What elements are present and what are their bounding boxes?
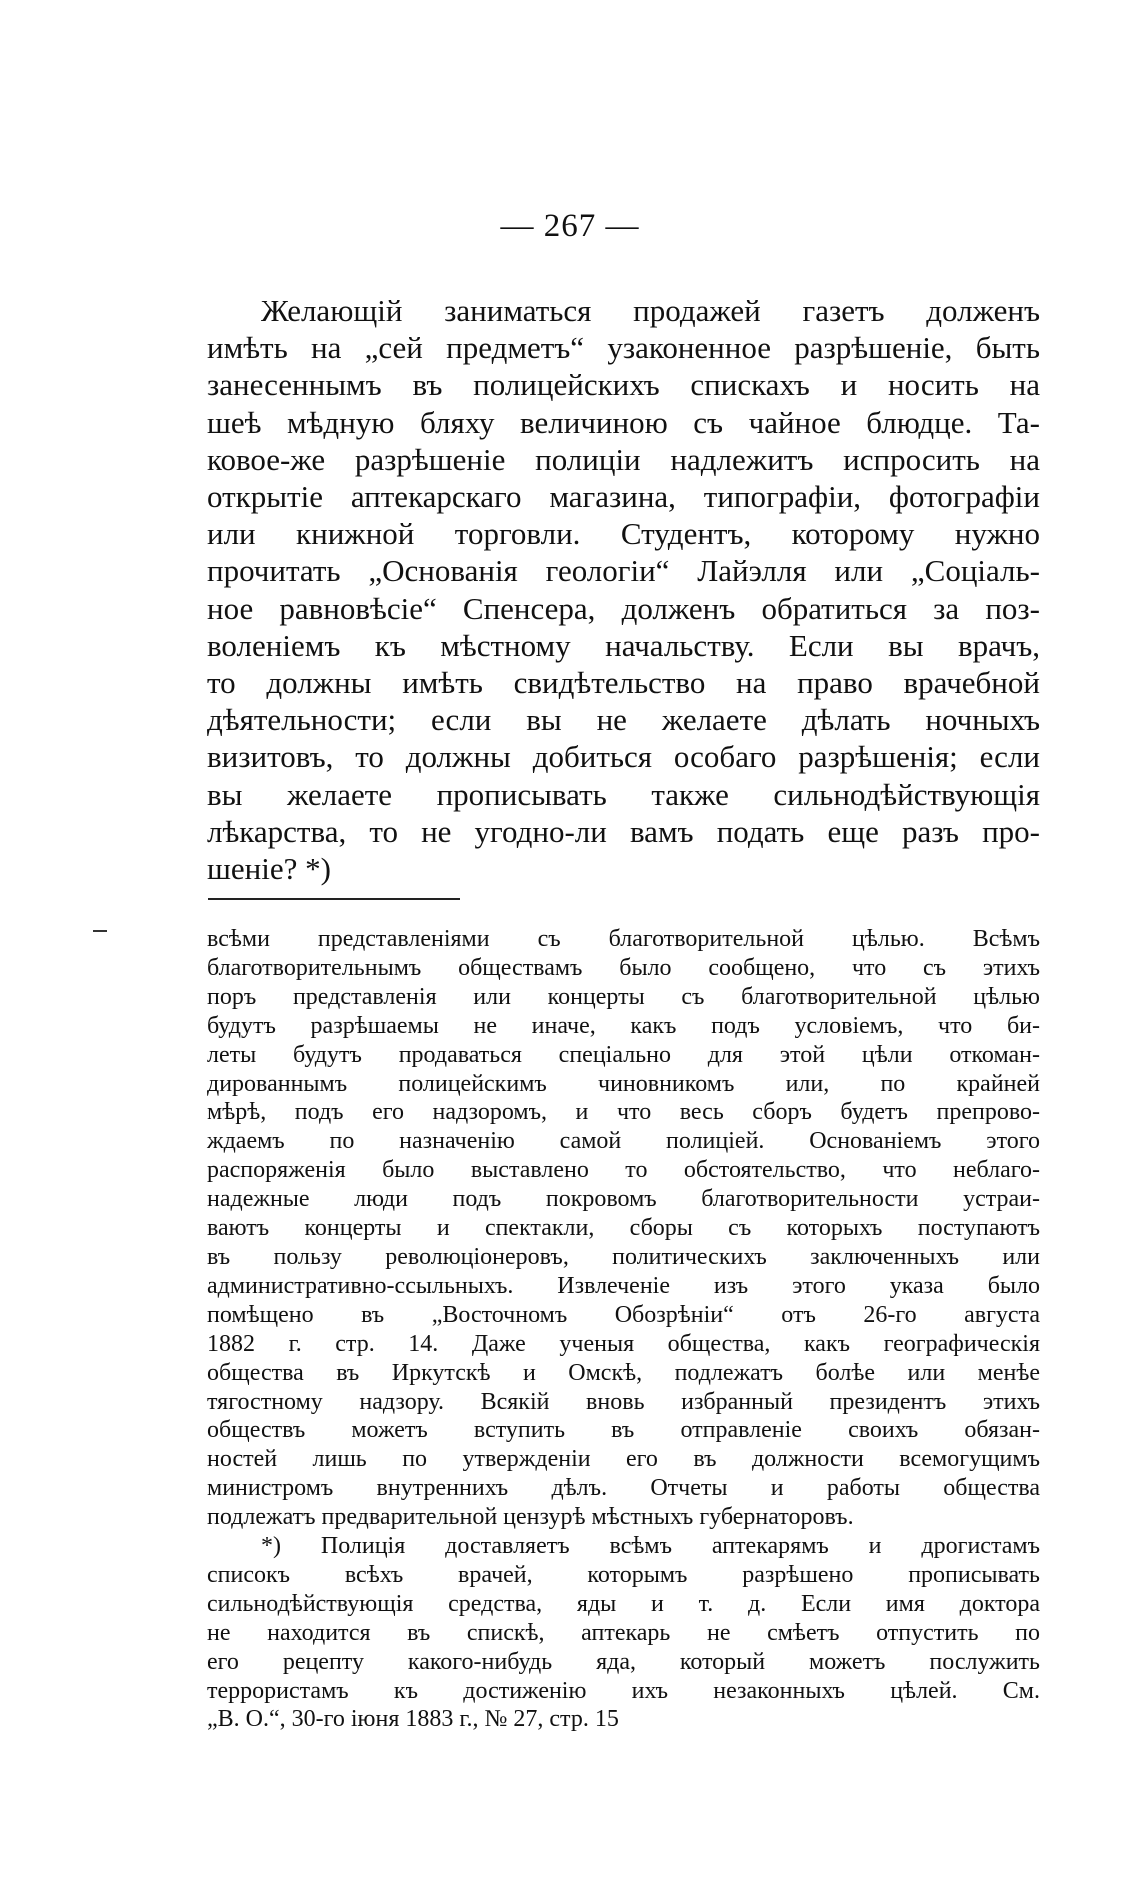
footnote-line: мѣрѣ, подъ его надзоромъ, и что весь сборъ будетъ препрово- bbox=[207, 1099, 1040, 1126]
footnote-line: министромъ внутреннихъ дѣлъ. Отчеты и работы общества bbox=[207, 1475, 1040, 1502]
footnote-line: будутъ разрѣшаемы не иначе, какъ подъ условіемъ, что би- bbox=[207, 1012, 1040, 1039]
footnote-line: всѣми представленіями съ благотворительной цѣлью. Всѣмъ bbox=[207, 926, 1040, 952]
text-line: то должны имѣть свидѣтельство на право врачебной bbox=[207, 665, 1040, 701]
footnote-line: ваютъ концерты и спектакли, сборы съ которыхъ поступаютъ bbox=[207, 1215, 1040, 1242]
footnote-line: не находится въ спискѣ, аптекарь не смѣетъ отпустить по bbox=[207, 1619, 1040, 1646]
footnote-line: списокъ всѣхъ врачей, которымъ разрѣшено прописывать bbox=[207, 1561, 1040, 1588]
text-line: шеѣ мѣдную бляху величиною съ чайное блюдце. Та- bbox=[207, 404, 1040, 440]
text-line: Желающій заниматься продажей газетъ долженъ bbox=[261, 293, 1040, 328]
footnote-line: 1882 г. стр. 14. Даже ученыя общества, какъ географическія bbox=[207, 1330, 1040, 1357]
text-line: шеніе? *) bbox=[207, 851, 331, 887]
footnote-line: общества въ Иркутскѣ и Омскѣ, подлежатъ болѣе или менѣе bbox=[207, 1359, 1040, 1386]
text-line: имѣть на „сей предметъ“ узаконенное разрѣшеніе, быть bbox=[207, 330, 1040, 366]
footnote-line: террористамъ къ достиженію ихъ незаконныхъ цѣлей. См. bbox=[207, 1677, 1040, 1704]
footnote-line: помѣщено въ „Восточномъ Обозрѣніи“ отъ 26-го августа bbox=[207, 1301, 1040, 1328]
footnote-line: его рецепту какого-нибудь яда, который можетъ послужить bbox=[207, 1648, 1040, 1675]
text-line: вы желаете прописывать также сильнодѣйствующія bbox=[207, 776, 1040, 812]
footnote-line: ждаемъ по назначенію самой полиціей. Основаніемъ этого bbox=[207, 1128, 1040, 1155]
footnote-line: *) Полиція доставляетъ всѣмъ аптекарямъ и дрогистамъ bbox=[261, 1533, 1040, 1560]
text-line: прочитать „Основанія геологіи“ Лайэлля или „Соціаль- bbox=[207, 553, 1040, 589]
text-line: ковое-же разрѣшеніе полиціи надлежитъ испросить на bbox=[207, 441, 1040, 477]
main-paragraph bbox=[207, 292, 1040, 887]
footnote-line: подлежатъ предварительной цензурѣ мѣстныхъ губернаторовъ. bbox=[207, 1504, 854, 1531]
footnotes bbox=[207, 925, 1040, 1734]
margin-mark bbox=[93, 930, 107, 932]
text-line: визитовъ, то должны добиться особаго разрѣшенія; если bbox=[207, 739, 1040, 775]
footnote-line: дированнымъ полицейскимъ чиновникомъ или, по крайней bbox=[207, 1070, 1040, 1097]
footnote-star bbox=[207, 1532, 1040, 1734]
footnote-continuation bbox=[207, 925, 1040, 1532]
footnote-line: тягостному надзору. Всякій вновь избранный президентъ этихъ bbox=[207, 1388, 1040, 1415]
text-line: или книжной торговли. Студентъ, которому нужно bbox=[207, 516, 1040, 552]
footnote-line: ностей лишь по утвержденіи его въ должности всемогущимъ bbox=[207, 1446, 1040, 1473]
footnote-line: надежные люди подъ покровомъ благотворительности устраи- bbox=[207, 1186, 1040, 1213]
footnote-line: леты будутъ продаваться спеціально для этой цѣли откоман- bbox=[207, 1041, 1040, 1068]
text-line: дѣятельности; если вы не желаете дѣлать ночныхъ bbox=[207, 702, 1040, 738]
text-line: открытіе аптекарскаго магазина, типографіи, фотографіи bbox=[207, 479, 1040, 515]
text-line: занесеннымъ въ полицейскихъ спискахъ и носить на bbox=[207, 367, 1040, 403]
footnote-line: сильнодѣйствующія средства, яды и т. д. Если имя доктора bbox=[207, 1590, 1040, 1617]
footnote-line: „В. О.“, 30-го іюня 1883 г., № 27, стр. 15 bbox=[207, 1706, 619, 1733]
footnote-line: поръ представленія или концерты съ благотворительной цѣлью bbox=[207, 983, 1040, 1010]
text-line: лѣкарства, то не угодно-ли вамъ подать еще разъ про- bbox=[207, 813, 1040, 849]
footnote-line: обществъ можетъ вступить въ отправленіе своихъ обязан- bbox=[207, 1417, 1040, 1444]
footnote-line: административно-ссыльныхъ. Извлеченіе изъ этого указа было bbox=[207, 1272, 1040, 1299]
text-line: ное равновѣсіе“ Спенсера, долженъ обратиться за поз- bbox=[207, 590, 1040, 626]
text-line: воленіемъ къ мѣстному начальству. Если вы врачъ, bbox=[207, 627, 1040, 663]
footnote-separator bbox=[208, 898, 460, 900]
footnote-line: въ пользу революціонеровъ, политическихъ заключенныхъ или bbox=[207, 1243, 1040, 1270]
footnote-line: распоряженія было выставлено то обстоятельство, что неблаго- bbox=[207, 1157, 1040, 1184]
footnote-line: благотворительнымъ обществамъ было сообщено, что съ этихъ bbox=[207, 954, 1040, 981]
page-number: — 267 — bbox=[500, 208, 640, 244]
